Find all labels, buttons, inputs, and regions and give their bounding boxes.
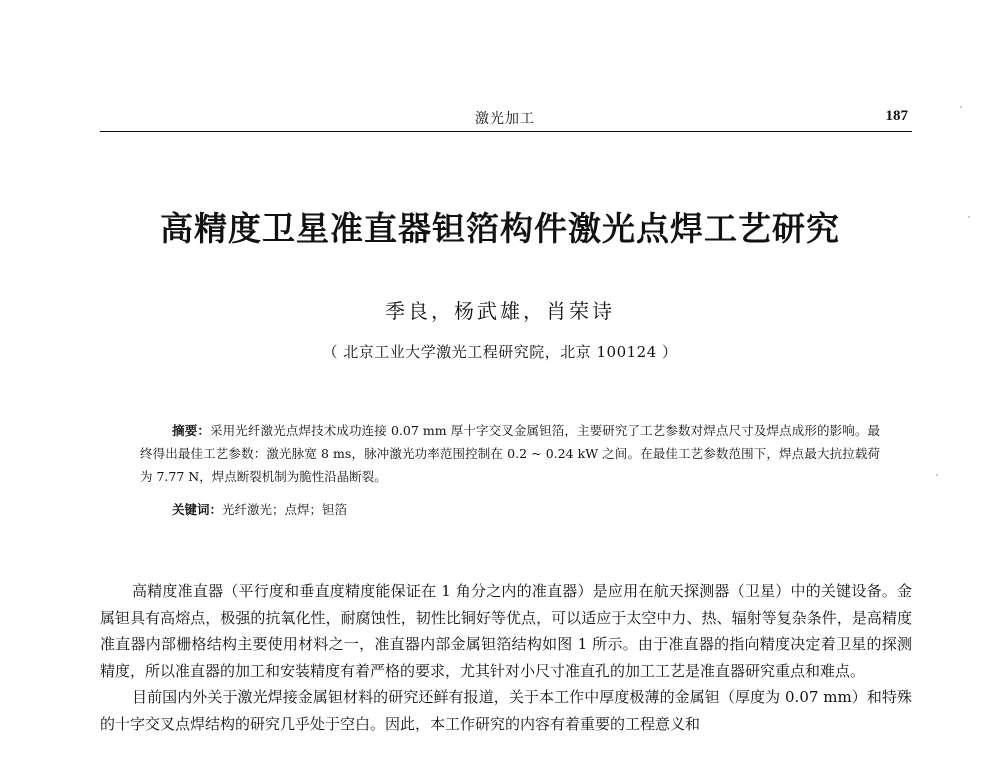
keywords-text: 光纤激光；点焊；钽箔 <box>222 502 348 517</box>
header-rule <box>100 131 912 132</box>
keywords <box>172 500 880 520</box>
abstract-text: 采用光纤激光点焊技术成功连接 0.07 mm 厚十字交叉金属钽箔，主要研究了工艺参数对焊点尺寸及焊点成形的影响。最终得出最佳工艺参数：激光脉宽 8 ms，脉冲激光功率范围控制在 0.2 ~ 0.24 kW 之间。在最佳工艺参数范围下，焊点最大抗拉载荷为 7.77 N，焊点断裂机制为脆性沿晶断裂。 <box>140 423 880 484</box>
page-number: 187 <box>885 108 908 124</box>
authors: 季良，杨武雄，肖荣诗 <box>385 299 615 323</box>
running-header <box>100 108 912 132</box>
scan-speck <box>960 106 962 108</box>
journal-name: 激光加工 <box>475 111 535 127</box>
abstract-label: 摘要： <box>172 423 211 438</box>
abstract <box>140 419 880 488</box>
scan-speck <box>936 474 938 476</box>
paper-title: 高精度卫星准直器钽箔构件激光点焊工艺研究 <box>160 209 840 248</box>
body-text <box>100 578 912 737</box>
body-paragraph-2: 目前国内外关于激光焊接金属钽材料的研究还鲜有报道，关于本工作中厚度极薄的金属钽（厚度为 0.07 mm）和特殊的十字交叉点焊结构的研究几乎处于空白。因此，本工作研究的内容有着重要的工程意义和 <box>100 688 912 733</box>
scan-speck <box>968 216 970 218</box>
affiliation: （ 北京工业大学激光工程研究院，北京 100124 ） <box>322 343 678 361</box>
keywords-label: 关键词： <box>172 502 223 517</box>
body-paragraph-1: 高精度准直器（平行度和垂直度精度能保证在 1 角分之内的准直器）是应用在航天探测器（卫星）中的关键设备。金属钽具有高熔点，极强的抗氧化性，耐腐蚀性，韧性比铜好等优点，可以适应于太空中力、热、辐射等复杂条件，是高精度准直器内部栅格结构主要使用材料之一，准直器内部金属钽箔结构如图 1 所示。由于准直器的指向精度决定着卫星的探测精度，所以准直器的加工和安装精度有着严格的要求，尤其针对小尺寸准直孔的加工工艺是准直器研究重点和难点。 <box>100 582 912 680</box>
